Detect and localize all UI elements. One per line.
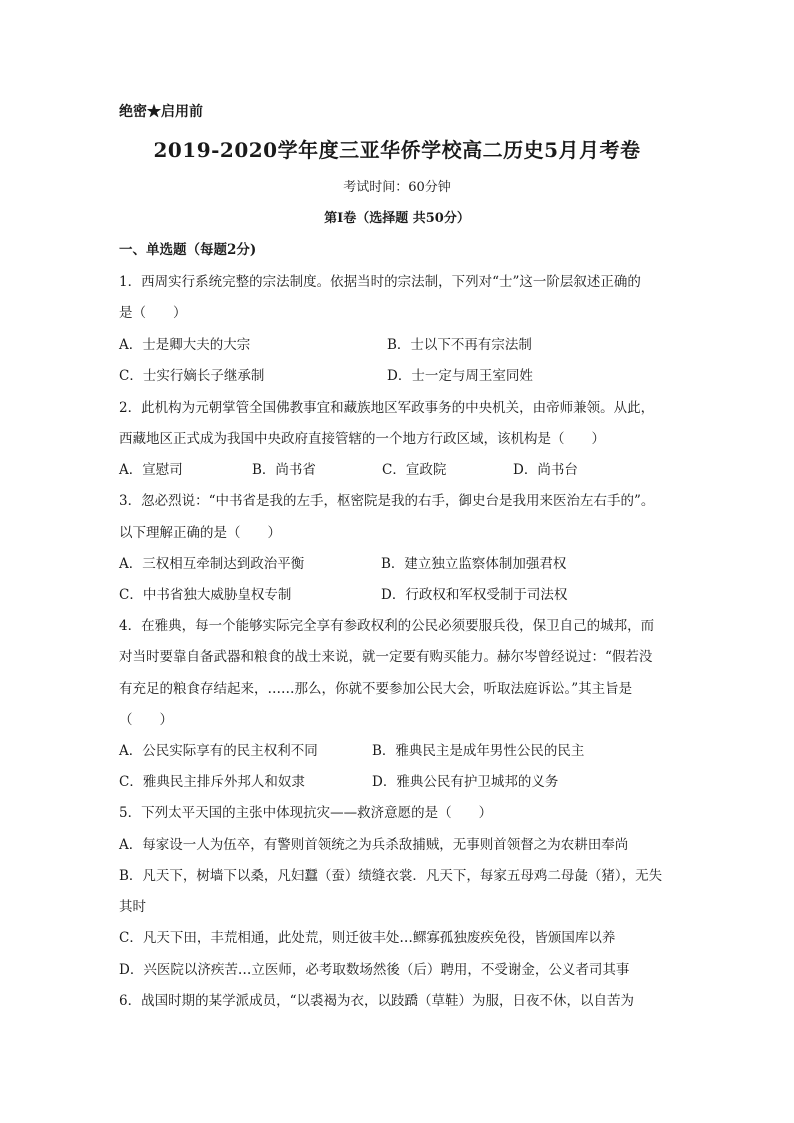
question-5-option-d: D．兴医院以济疾苦…立医师，必考取数场然後（后）聘用，不受谢金，公义者司其事 — [119, 962, 630, 978]
question-4-line-1: 4．在雅典，每一个能够实际完全享有参政权利的公民必须要服兵役，保卫自己的城邦，而 — [119, 618, 655, 634]
question-3-option-a: A．三权相互牵制达到政治平衡 — [119, 556, 305, 572]
question-2-line-2: 西藏地区正式成为我国中央政府直接管辖的一个地方行政区域，该机构是（ ） — [119, 431, 605, 447]
question-2-option-d: D．尚书台 — [513, 462, 578, 478]
question-1-line-2: 是（ ） — [119, 305, 187, 321]
question-1-option-b: B．士以下不再有宗法制 — [387, 337, 532, 353]
question-1-line-1: 1．西周实行系统完整的宗法制度。依据当时的宗法制，下列对“士”这一阶层叙述正确的 — [119, 274, 641, 290]
question-3-option-b: B．建立独立监察体制加强君权 — [381, 556, 567, 572]
question-3-line-2: 以下理解正确的是（ ） — [119, 525, 281, 541]
question-5-option-a: A．每家设一人为伍卒，有警则首领统之为兵杀敌捕贼，无事则首领督之为农耕田奉尚 — [119, 837, 629, 853]
question-1-option-c: C．士实行嫡长子继承制 — [119, 368, 265, 384]
question-5-option-b-continued: 其时 — [119, 899, 146, 915]
question-5-option-b: B．凡天下，树墙下以桑，凡妇蠶（蚕）绩缝衣裳．凡天下，每家五母鸡二母彘（猪），无失 — [119, 868, 663, 884]
confidential-label: 绝密★启用前 — [119, 104, 203, 120]
section-heading: 一、单选题（每题2分) — [119, 242, 257, 258]
question-3-option-c: C．中书省独大威胁皇权专制 — [119, 587, 292, 603]
question-4-option-b: B．雅典民主是成年男性公民的民主 — [372, 743, 585, 759]
question-4-line-4: （ ） — [119, 712, 173, 728]
question-2-option-b: B．尚书省 — [252, 462, 316, 478]
question-1-option-a: A．士是卿大夫的大宗 — [119, 337, 251, 353]
part-heading: 第I卷（选择题 共50分） — [324, 211, 470, 226]
exam-title: 2019-2020学年度三亚华侨学校高二历史5月月考卷 — [153, 138, 641, 162]
question-2-line-1: 2．此机构为元朝掌管全国佛教事宜和藏族地区军政事务的中央机关，由帝师兼领。从此， — [119, 400, 655, 416]
question-6-line-1: 6．战国时期的某学派成员，“以裘褐为衣，以跂蹻（草鞋）为服，日夜不休，以自苦为 — [119, 993, 634, 1009]
question-4-line-3: 有充足的粮食存结起来，……那么，你就不要参加公民大会，听取法庭诉讼。”其主旨是 — [119, 681, 633, 697]
question-2-option-c: C．宣政院 — [382, 462, 447, 478]
question-4-line-2: 对当时要靠自备武器和粮食的战士来说，就一定要有购买能力。赫尔岑曾经说过：“假若没 — [119, 649, 653, 665]
question-5-option-c: C．凡天下田，丰荒相通，此处荒，则迁彼丰处…鳏寡孤独废疾免役，皆颁国库以养 — [119, 930, 616, 946]
question-1-option-d: D．士一定与周王室同姓 — [387, 368, 533, 384]
question-4-option-a: A．公民实际享有的民主权利不同 — [119, 743, 318, 759]
question-5-line-1: 5．下列太平天国的主张中体现抗灾——救济意愿的是（ ） — [119, 805, 493, 821]
question-4-option-d: D．雅典公民有护卫城邦的义务 — [372, 774, 559, 790]
question-3-option-d: D．行政权和军权受制于司法权 — [381, 587, 568, 603]
question-4-option-c: C．雅典民主排斥外邦人和奴隶 — [119, 774, 305, 790]
exam-time: 考试时间：60分钟 — [343, 180, 451, 195]
question-3-line-1: 3．忽必烈说：“中书省是我的左手，枢密院是我的右手，御史台是我用来医治左右手的”。 — [119, 493, 655, 509]
question-2-option-a: A．宣慰司 — [119, 462, 183, 478]
